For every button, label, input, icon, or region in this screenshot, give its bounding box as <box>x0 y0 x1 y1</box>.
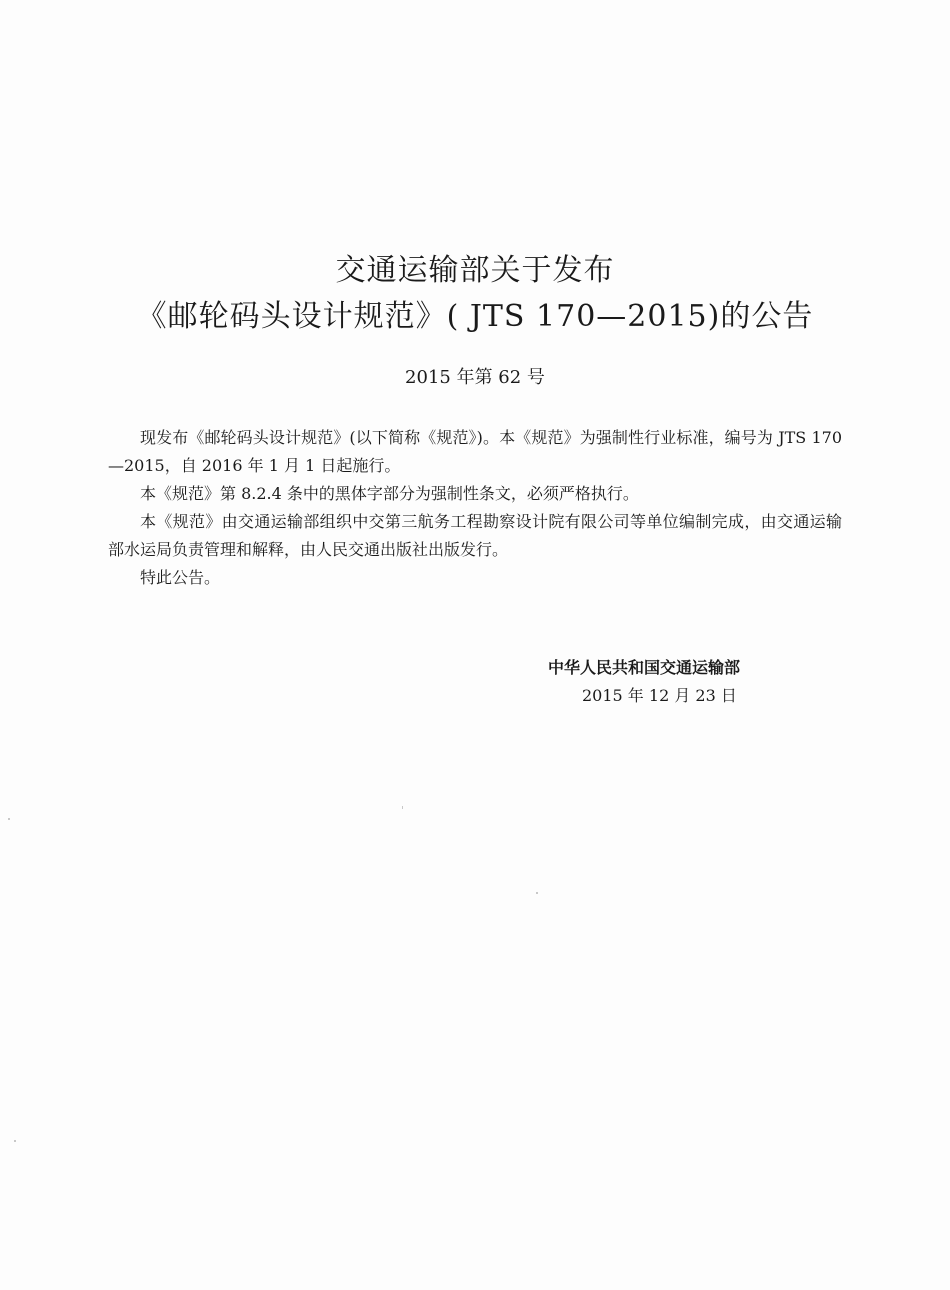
issue-date: 2015 年 12 月 23 日 <box>582 686 737 705</box>
title-line-1: 交通运输部关于发布 <box>335 253 615 288</box>
scan-speck <box>14 1140 16 1142</box>
issuing-organization: 中华人民共和国交通运输部 <box>548 658 741 677</box>
paragraph-closing: 特此公告。 <box>140 568 221 587</box>
title-line-2: 《邮轮码头设计规范》( JTS 170—2015)的公告 <box>136 299 814 334</box>
paragraph-mandatory-clause: 本《规范》第 8.2.4 条中的黑体字部分为强制性条文，必须严格执行。 <box>140 484 639 503</box>
paragraph-compilation: 本《规范》由交通运输部组织中交第三航务工程勘察设计院有限公司等单位编制完成，由交通运输部水运局负责管理和解释，由人民交通出版社出版发行。 <box>108 512 842 559</box>
scan-speck <box>402 806 403 809</box>
signature-block <box>548 654 788 710</box>
notice-title <box>0 248 950 340</box>
scan-speck <box>536 892 538 894</box>
scan-speck <box>8 818 10 820</box>
document-number: 2015 年第 62 号 <box>405 367 545 388</box>
paragraph-publication: 现发布《邮轮码头设计规范》(以下简称《规范》)。本《规范》为强制性行业标准，编号为 JTS 170—2015，自 2016 年 1 月 1 日起施行。 <box>108 428 842 475</box>
notice-body <box>108 424 842 592</box>
